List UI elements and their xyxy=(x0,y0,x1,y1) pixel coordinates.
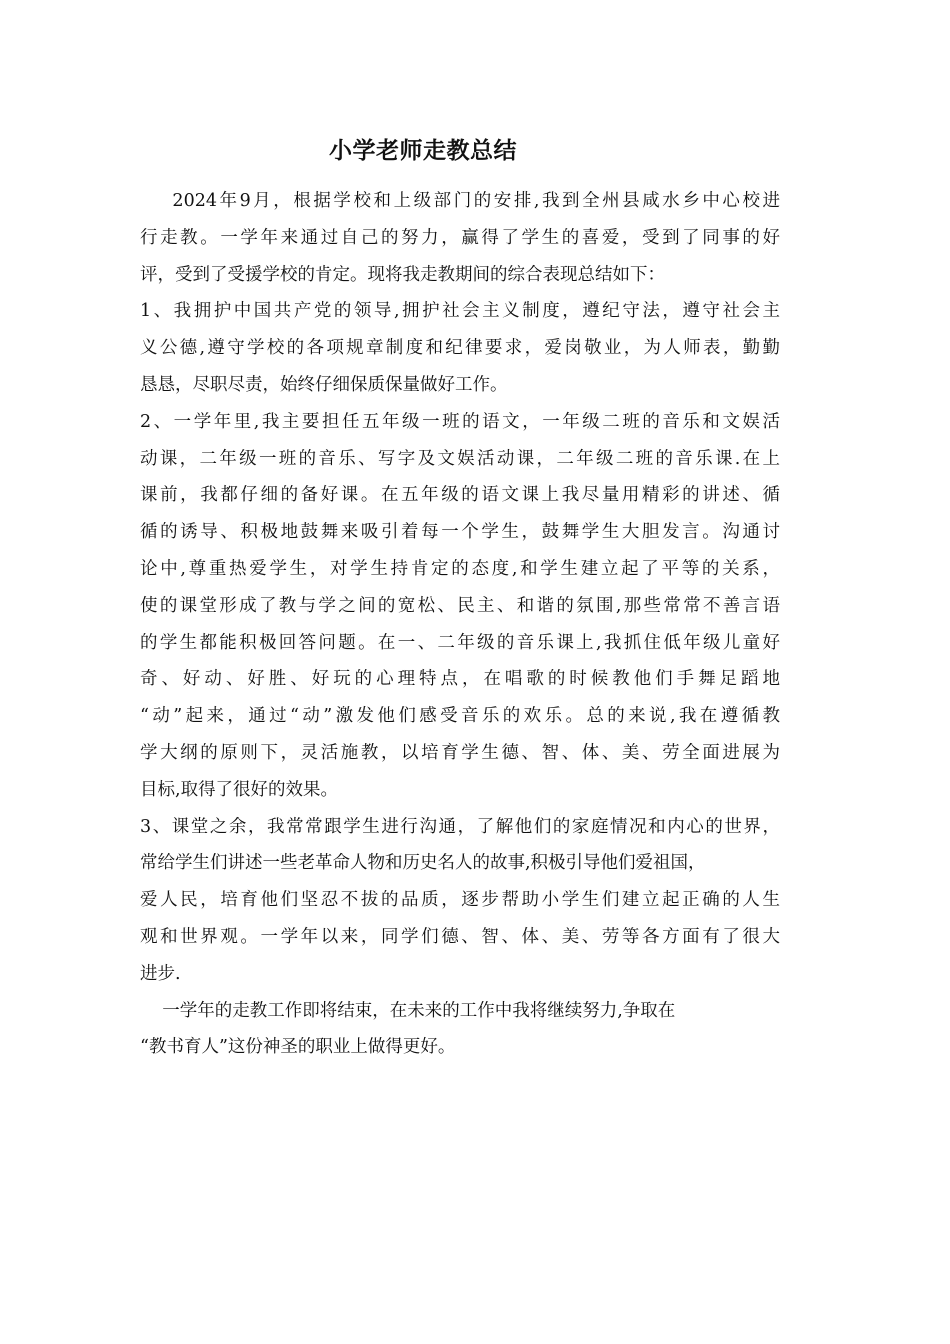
document-title: 小学老师走教总结 xyxy=(329,138,517,164)
text-line: 1、我拥护中国共产党的领导,拥护社会主义制度，遵纪守法，遵守社会主 xyxy=(140,301,780,322)
text-line: 动课，二年级一班的音乐、写字及文娱活动课，二年级二班的音乐课.在上 xyxy=(140,448,780,469)
document-body xyxy=(140,183,780,1066)
text-line: 义公德,遵守学校的各项规章制度和纪律要求，爱岗敬业，为人师表，勤勤 xyxy=(140,338,780,359)
text-line: 学大纲的原则下，灵活施教，以培育学生德、智、体、美、劳全面进展为 xyxy=(140,742,780,763)
text-line: 2、一学年里,我主要担任五年级一班的语文，一年级二班的音乐和文娱活 xyxy=(140,411,780,432)
text-line: 课前，我都仔细的备好课。在五年级的语文课上我尽量用精彩的讲述、循 xyxy=(140,485,780,506)
text-line: 循的诱导、积极地鼓舞来吸引着每一个学生，鼓舞学生大胆发言。沟通讨 xyxy=(140,522,780,543)
text-line: 进步. xyxy=(140,963,181,984)
text-line: “动”起来，通过“动”激发他们感受音乐的欢乐。总的来说,我在遵循教 xyxy=(140,706,780,727)
text-line: 观和世界观。一学年以来，同学们德、智、体、美、劳等各方面有了很大 xyxy=(140,926,780,947)
text-line: 常给学生们讲述一些老革命人物和历史名人的故事,积极引导他们爱祖国， xyxy=(140,853,706,874)
text-line: 恳恳，尽职尽责，始终仔细保质保量做好工作。 xyxy=(140,374,508,395)
text-line: 2024年9月，根据学校和上级部门的安排,我到全州县咸水乡中心校进 xyxy=(140,191,780,211)
text-line: 论中,尊重热爱学生，对学生持肯定的态度,和学生建立起了平等的关系， xyxy=(140,558,780,579)
text-line: 一学年的走教工作即将结束，在未来的工作中我将继续努力,争取在 xyxy=(140,1000,676,1021)
text-line: 的学生都能积极回答问题。在一、二年级的音乐课上,我抓住低年级儿童好 xyxy=(140,632,780,653)
text-line: 奇、好动、好胜、好玩的心理特点，在唱歌的时候教他们手舞足蹈地 xyxy=(140,669,780,690)
text-line: 3、课堂之余，我常常跟学生进行沟通，了解他们的家庭情况和内心的世界， xyxy=(140,816,780,837)
text-line: “教书育人”这份神圣的职业上做得更好。 xyxy=(140,1037,456,1058)
text-line: 使的课堂形成了教与学之间的宽松、民主、和谐的氛围,那些常常不善言语 xyxy=(140,595,780,616)
text-line: 行走教。一学年来通过自己的努力，赢得了学生的喜爱，受到了同事的好 xyxy=(140,227,780,248)
text-line: 评，受到了受援学校的肯定。现将我走教期间的综合表现总结如下： xyxy=(140,264,665,285)
text-line: 目标,取得了很好的效果。 xyxy=(140,779,339,800)
text-line: 爱人民，培育他们坚忍不拔的品质，逐步帮助小学生们建立起正确的人生 xyxy=(140,890,780,911)
